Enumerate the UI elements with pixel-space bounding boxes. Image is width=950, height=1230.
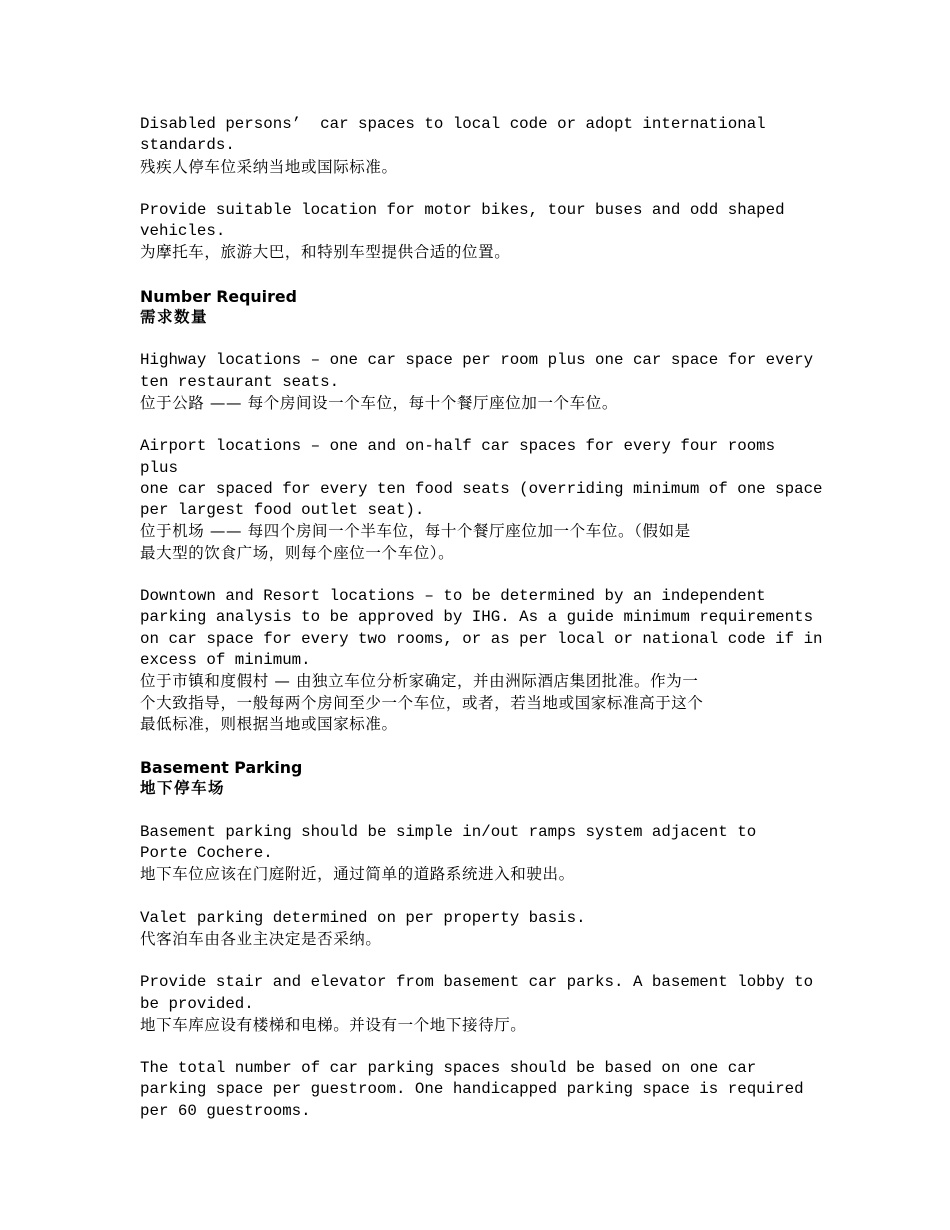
text-line-zh: 代客泊车由各业主决定是否采纳。 bbox=[140, 929, 382, 948]
text-line: ten restaurant seats. bbox=[140, 372, 340, 391]
paragraph-disabled-spaces bbox=[140, 114, 830, 178]
section-heading-number-required bbox=[140, 286, 830, 329]
heading-en: Basement Parking bbox=[140, 758, 303, 778]
text-line: plus bbox=[140, 458, 178, 477]
text-line: The total number of car parking spaces should be based on one car bbox=[140, 1059, 757, 1078]
text-line: Basement parking should be simple in/out ramps system adjacent to bbox=[140, 822, 757, 841]
text-line-zh: 地下车位应该在门庭附近，通过简单的道路系统进入和驶出。 bbox=[140, 865, 575, 884]
heading-zh: 需求数量 bbox=[140, 308, 209, 327]
text-line: parking analysis to be approved by IHG. As a guide minimum requirements bbox=[140, 608, 814, 627]
text-line: per largest food outlet seat). bbox=[140, 501, 425, 520]
text-line-zh: 位于机场 —— 每四个房间一个半车位，每十个餐厅座位加一个车位。（假如是 bbox=[140, 522, 691, 541]
text-line: vehicles. bbox=[140, 222, 226, 241]
text-line: Porte Cochere. bbox=[140, 844, 273, 863]
paragraph-valet bbox=[140, 908, 830, 951]
text-line: parking space per guestroom. One handicapped parking space is required bbox=[140, 1080, 804, 1099]
text-line: on car space for every two rooms, or as per local or national code if in bbox=[140, 629, 823, 648]
section-heading-basement-parking bbox=[140, 757, 830, 800]
text-line: Downtown and Resort locations – to be determined by an independent bbox=[140, 587, 766, 606]
text-line-zh: 地下车库应设有楼梯和电梯。并设有一个地下接待厅。 bbox=[140, 1015, 527, 1034]
text-line: per 60 guestrooms. bbox=[140, 1101, 311, 1120]
text-line: Highway locations – one car space per room plus one car space for every bbox=[140, 351, 814, 370]
text-line-zh: 位于市镇和度假村 — 由独立车位分析家确定，并由洲际酒店集团批准。作为一 bbox=[140, 672, 699, 691]
paragraph-highway bbox=[140, 350, 830, 414]
paragraph-total-spaces bbox=[140, 1058, 830, 1122]
text-line: Provide stair and elevator from basement car parks. A basement lobby to bbox=[140, 973, 814, 992]
text-line: Disabled persons’ car spaces to local code or adopt international bbox=[140, 115, 766, 133]
text-line: Valet parking determined on per property basis. bbox=[140, 908, 586, 927]
paragraph-basement-ramps bbox=[140, 822, 830, 886]
text-line: standards. bbox=[140, 136, 235, 155]
text-line-zh: 最低标准，则根据当地或国家标准。 bbox=[140, 714, 398, 733]
paragraph-vehicles bbox=[140, 200, 830, 264]
heading-en: Number Required bbox=[140, 286, 297, 306]
paragraph-airport bbox=[140, 436, 830, 564]
text-line: be provided. bbox=[140, 994, 254, 1013]
text-line-zh: 位于公路 —— 每个房间设一个车位，每十个餐厅座位加一个车位。 bbox=[140, 393, 618, 412]
text-line-zh: 最大型的饮食广场，则每个座位一个车位）。 bbox=[140, 543, 455, 562]
text-line: one car spaced for every ten food seats (overriding minimum of one space bbox=[140, 479, 823, 498]
text-line: excess of minimum. bbox=[140, 650, 311, 669]
text-line-zh: 个大致指导，一般每两个房间至少一个车位，或者，若当地或国家标准高于这个 bbox=[140, 693, 704, 712]
text-line: Provide suitable location for motor bikes, tour buses and odd shaped bbox=[140, 200, 785, 219]
heading-zh: 地下停车场 bbox=[140, 779, 226, 798]
text-line-zh: 为摩托车，旅游大巴，和特别车型提供合适的位置。 bbox=[140, 243, 511, 262]
document-body bbox=[140, 114, 830, 1144]
paragraph-downtown-resort bbox=[140, 586, 830, 735]
text-line: Airport locations – one and on-half car spaces for every four rooms bbox=[140, 437, 776, 456]
paragraph-stair-elevator bbox=[140, 972, 830, 1036]
text-line-zh: 残疾人停车位采纳当地或国际标准。 bbox=[140, 157, 398, 176]
